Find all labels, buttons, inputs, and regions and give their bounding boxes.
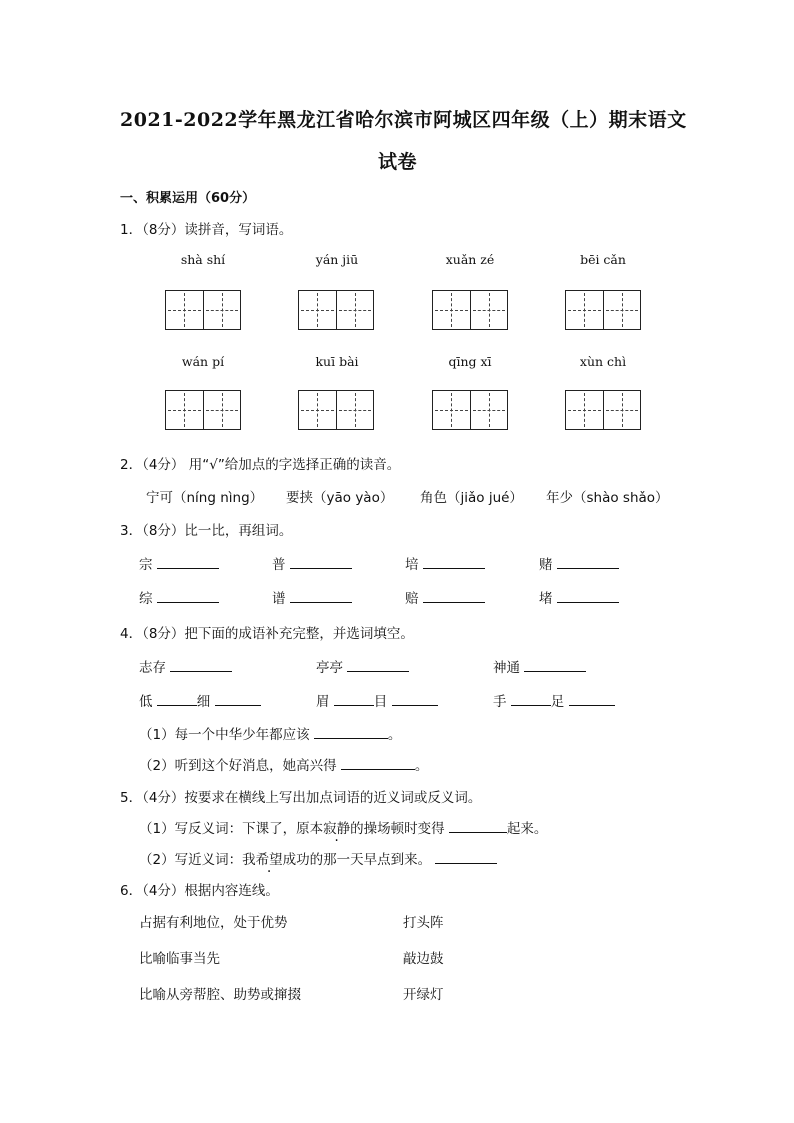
dotted-word: 希望 — [255, 852, 283, 868]
answer-blank[interactable] — [314, 726, 388, 739]
pinyin-label: qīng xī — [448, 354, 492, 369]
pinyin-label: kuī bài — [315, 354, 359, 369]
compare-char: 培 — [405, 553, 485, 573]
match-right-item[interactable]: 敲边鼓 — [403, 951, 444, 967]
answer-blank[interactable] — [157, 590, 219, 603]
match-left-item[interactable]: 占据有利地位，处于优势 — [139, 915, 288, 931]
answer-blank[interactable] — [524, 659, 586, 672]
answer-blank[interactable] — [511, 693, 551, 706]
answer-blank[interactable] — [557, 556, 619, 569]
dotted-word: 寂静 — [323, 821, 351, 837]
reading-option[interactable]: 角色（jiǎo jué） — [420, 490, 523, 506]
answer-blank[interactable] — [449, 820, 507, 833]
writing-grid-box[interactable] — [565, 390, 641, 430]
idiom-item: 低 细 — [139, 690, 261, 710]
question-6-stem: 6．（4分）根据内容连线。 — [120, 883, 279, 899]
pinyin-label: wán pí — [181, 354, 225, 369]
answer-blank[interactable] — [569, 693, 615, 706]
writing-grid-box[interactable] — [432, 390, 508, 430]
idiom-item: 眉 目 — [316, 690, 438, 710]
fill-sentence: （1）每一个中华少年都应该 。 — [139, 727, 402, 743]
question-4-stem: 4．（8分）把下面的成语补充完整，并选词填空。 — [120, 626, 414, 642]
compare-char: 堵 — [539, 587, 619, 607]
match-right-item[interactable]: 打头阵 — [403, 915, 444, 931]
answer-blank[interactable] — [557, 590, 619, 603]
question-2-stem: 2．（4分） 用“√”给加点的字选择正确的读音。 — [120, 457, 401, 473]
match-right-item[interactable]: 开绿灯 — [403, 987, 444, 1003]
compare-char: 宗 — [139, 553, 219, 573]
pinyin-label: xuǎn zé — [445, 252, 495, 267]
answer-blank[interactable] — [435, 851, 497, 864]
compare-char: 综 — [139, 587, 219, 607]
synonym-antonym-sentence: （1）写反义词：下课了，原本寂静的操场顿时变得 起来。 — [139, 821, 548, 837]
page-title-line1: 2021-2022学年黑龙江省哈尔滨市阿城区四年级（上）期末语文 — [120, 109, 687, 131]
question-3-stem: 3．（8分）比一比，再组词。 — [120, 523, 293, 539]
writing-grid-box[interactable] — [565, 290, 641, 330]
compare-char: 普 — [272, 553, 352, 573]
pinyin-label: yán jiū — [315, 252, 359, 267]
page-title-line2: 试卷 — [378, 151, 418, 173]
pinyin-label: xùn chì — [579, 354, 627, 369]
reading-option[interactable]: 宁可（níng nìng） — [146, 490, 264, 506]
idiom-item: 志存 — [139, 656, 232, 676]
answer-blank[interactable] — [392, 693, 438, 706]
reading-option[interactable]: 要挟（yāo yào） — [286, 490, 394, 506]
compare-char: 谱 — [272, 587, 352, 607]
answer-blank[interactable] — [347, 659, 409, 672]
synonym-antonym-sentence: （2）写近义词：我希望成功的那一天早点到来。 — [139, 848, 497, 868]
match-left-item[interactable]: 比喻从旁帮腔、助势或撺掇 — [139, 987, 301, 1003]
compare-char: 赌 — [539, 553, 619, 573]
answer-blank[interactable] — [423, 556, 485, 569]
reading-option[interactable]: 年少（shào shǎo） — [546, 490, 669, 506]
answer-blank[interactable] — [290, 556, 352, 569]
answer-blank[interactable] — [157, 693, 197, 706]
answer-blank[interactable] — [334, 693, 374, 706]
writing-grid-box[interactable] — [165, 390, 241, 430]
match-left-item[interactable]: 比喻临事当先 — [139, 951, 220, 967]
compare-char: 赔 — [405, 587, 485, 607]
idiom-item: 神通 — [493, 656, 586, 676]
section-heading: 一、积累运用（60分） — [120, 191, 256, 206]
answer-blank[interactable] — [341, 757, 415, 770]
fill-sentence: （2）听到这个好消息，她高兴得 。 — [139, 758, 429, 774]
question-1-stem: 1．（8分）读拼音，写词语。 — [120, 222, 293, 238]
question-5-stem: 5．（4分）按要求在横线上写出加点词语的近义词或反义词。 — [120, 790, 482, 806]
writing-grid-box[interactable] — [298, 390, 374, 430]
answer-blank[interactable] — [215, 693, 261, 706]
answer-blank[interactable] — [423, 590, 485, 603]
writing-grid-box[interactable] — [298, 290, 374, 330]
idiom-item: 手 足 — [493, 690, 615, 710]
answer-blank[interactable] — [157, 556, 219, 569]
idiom-item: 亭亭 — [316, 656, 409, 676]
answer-blank[interactable] — [170, 659, 232, 672]
pinyin-label: bēi cǎn — [580, 252, 626, 267]
pinyin-label: shà shí — [180, 252, 226, 267]
writing-grid-box[interactable] — [432, 290, 508, 330]
answer-blank[interactable] — [290, 590, 352, 603]
writing-grid-box[interactable] — [165, 290, 241, 330]
